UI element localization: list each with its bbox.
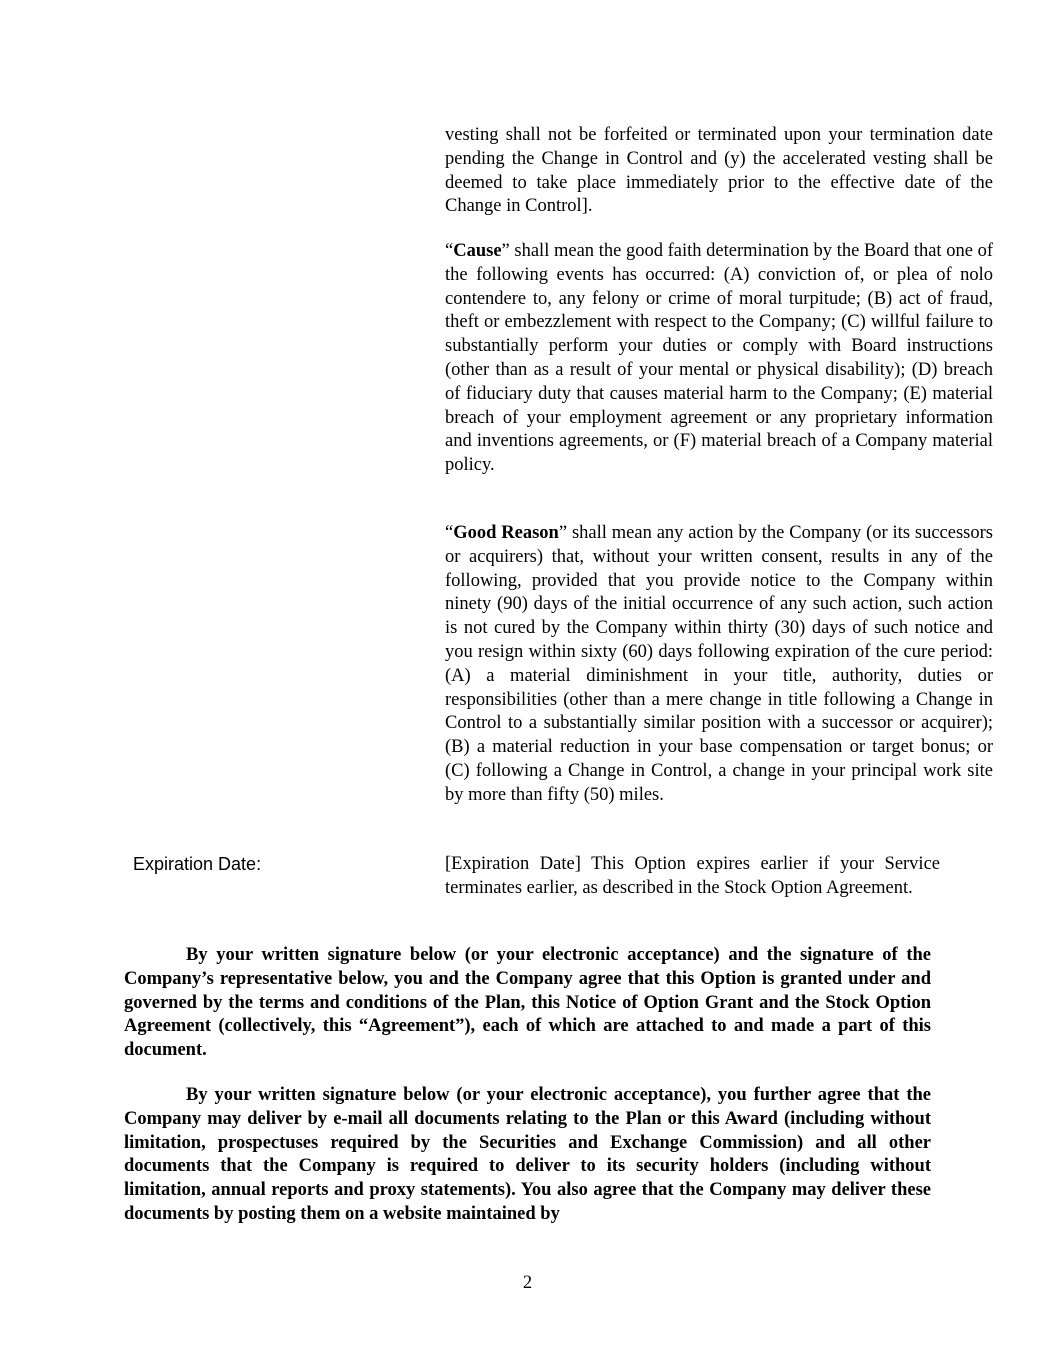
acceptance-paragraph-signature: By your written signature below (or your electronic acceptance) and the signature of the Company’s representative below, you and the Company agree that this Option is granted under and governed by the terms and conditions of the Plan, this Notice of Option Grant and the Stock Option Agreement (collectively, this “Agreement”), each of which are attached to and made a part of this document. bbox=[124, 945, 931, 1061]
good-reason-open-quote: “ bbox=[445, 523, 454, 543]
good-reason-definition-text: ” shall mean any action by the Company (or its successors or acquirers) that, without your written consent, results in any of the following, provided that you provide notice to the Company within ninety (90) days of the initial occurrence of any such action, such action is not cured by the Company within thirty (30) days of such notice and you resign within sixty (60) days following expiration of the cure period: (A) a material diminishment in your title, authority, duties or responsibilities (other than a mere change in title following a Change in Control to a substantially similar position with a successor or acquirer); (B) a material reduction in your base compensation or target bonus; or (C) following a Change in Control, a change in your principal work site by more than fifty (50) miles. bbox=[445, 523, 993, 805]
expiration-date-label: Expiration Date: bbox=[133, 854, 262, 874]
cause-definition bbox=[445, 240, 993, 478]
acceptance-paragraph-electronic-delivery: By your written signature below (or your electronic acceptance), you further agree that the Company may deliver by e-mail all documents relating to the Plan or this Award (including without limitation, prospectuses required by the Securities and Exchange Commission) and all other documents that the Company is required to deliver to its security holders (including without limitation, annual reports and proxy statements). You also agree that the Company may deliver these documents by posting them on a website maintained by bbox=[124, 1085, 931, 1224]
cause-term: Cause bbox=[453, 241, 502, 261]
vesting-continuation-paragraph: vesting shall not be forfeited or terminated upon your termination date pending the Change in Control and (y) the accelerated vesting shall be deemed to take place immediately prior to the effective date of the Change in Control]. bbox=[445, 125, 993, 217]
page-number: 2 bbox=[522, 1273, 533, 1293]
expiration-date-value: [Expiration Date] This Option expires earlier if your Service terminates earlier, as described in the Stock Option Agreement. bbox=[445, 854, 940, 898]
good-reason-definition bbox=[445, 522, 993, 808]
cause-open-quote: “ bbox=[445, 241, 454, 261]
cause-definition-text: ” shall mean the good faith determination by the Board that one of the following events has occurred: (A) conviction of, or plea of nolo contendere to, any felony or crime of moral turpitude; (B) act of fraud, theft or embezzlement with respect to the Company; (C) willful failure to substantially perform your duties or comply with Board instructions (other than as a result of your mental or physical disability); (D) breach of fiduciary duty that causes material harm to the Company; (E) material breach of your employment agreement or any proprietary information and inventions agreements, or (F) material breach of a Company material policy. bbox=[445, 241, 993, 476]
good-reason-term: Good Reason bbox=[453, 523, 559, 543]
